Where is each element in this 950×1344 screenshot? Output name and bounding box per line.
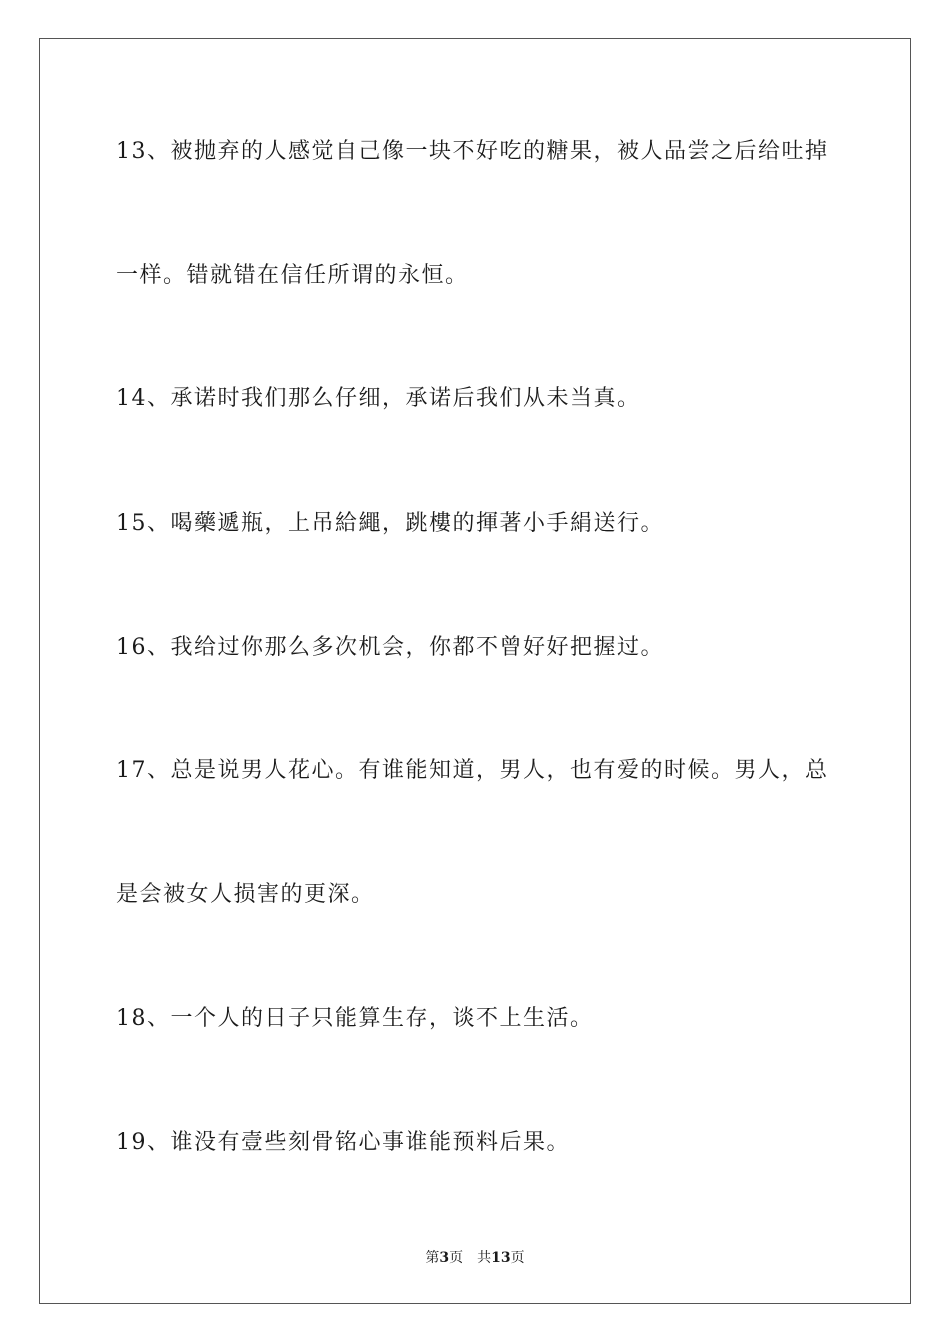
text-line-13a: 13、被抛弃的人感觉自己像一块不好吃的糖果，被人品尝之后给吐掉	[116, 139, 829, 164]
page-suffix: 页	[449, 1250, 464, 1266]
text-line-17a: 17、总是说男人花心。有谁能知道，男人，也有爱的时候。男人，总	[116, 758, 829, 783]
page-border	[39, 38, 911, 1304]
page-number: 3	[439, 1250, 450, 1266]
page-prefix: 第	[425, 1250, 440, 1266]
text-line-16: 16、我给过你那么多次机会，你都不曾好好把握过。	[116, 635, 664, 660]
text-line-14: 14、承诺时我们那么仔细，承诺后我们从未当真。	[116, 386, 641, 411]
total-suffix: 页	[510, 1250, 525, 1266]
page-footer	[0, 1249, 950, 1267]
text-line-13b: 一样。错就错在信任所谓的永恒。	[116, 263, 469, 288]
total-prefix: 共	[477, 1250, 492, 1266]
text-line-17b: 是会被女人损害的更深。	[116, 882, 375, 907]
text-line-18: 18、一个人的日子只能算生存，谈不上生活。	[116, 1006, 594, 1031]
text-line-15: 15、喝藥遞瓶，上吊給繩，跳樓的揮著小手絹送行。	[116, 511, 664, 536]
total-pages: 13	[491, 1250, 511, 1266]
text-line-19: 19、谁没有壹些刻骨铭心事谁能预料后果。	[116, 1130, 570, 1155]
